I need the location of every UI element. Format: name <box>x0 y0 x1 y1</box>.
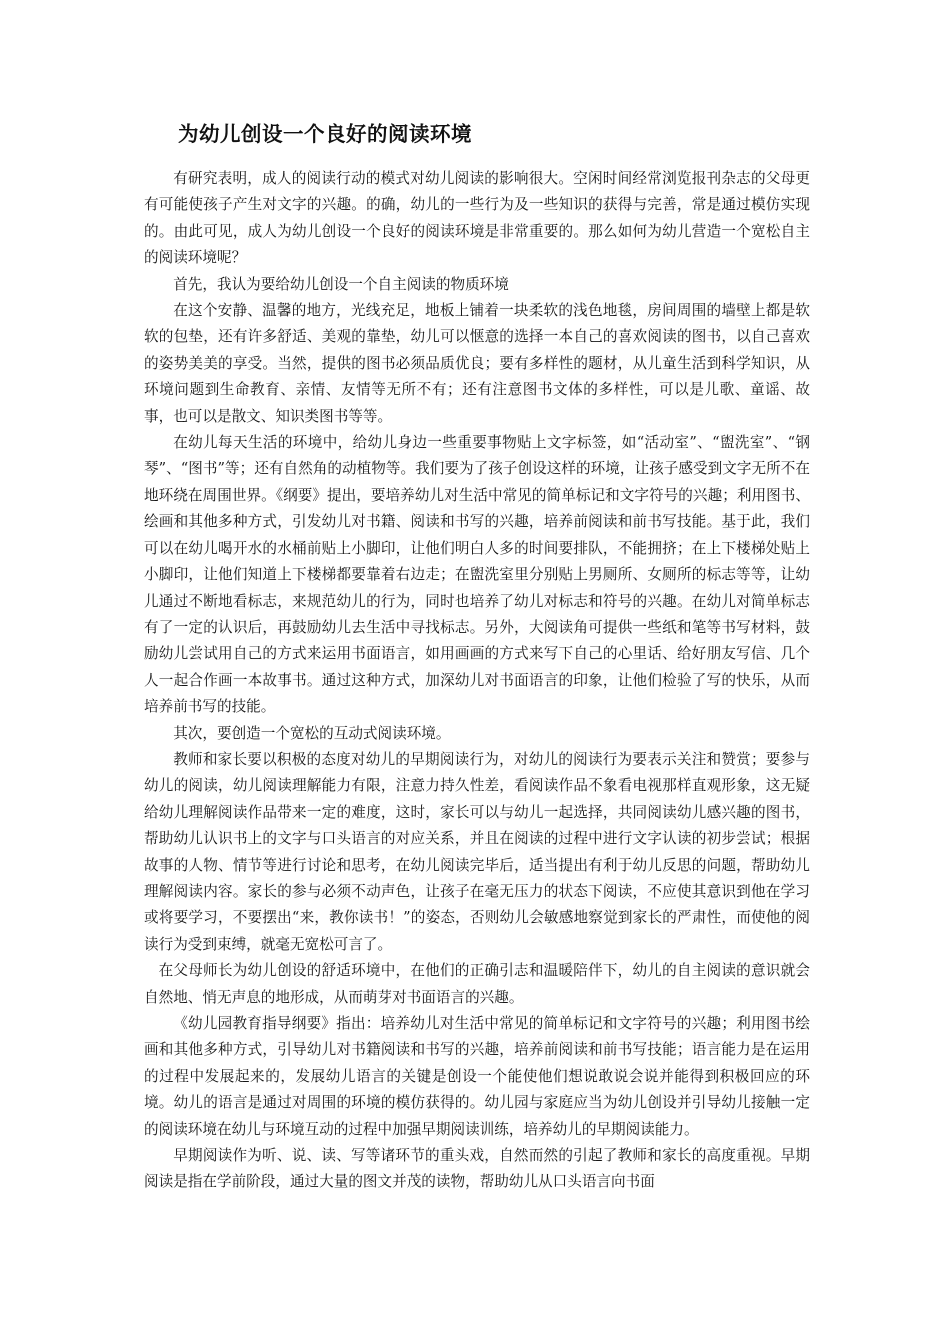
paragraph-early-reading: 早期阅读作为听、说、读、写等诸环节的重头戏，自然而然的引起了教师和家长的高度重视。早期阅读是指在学前阶段，通过大量的图文并茂的读物，帮助幼儿从口头语言向书面 <box>144 1147 810 1191</box>
paragraph-guideline-quote: 《幼儿园教育指导纲要》指出：培养幼儿对生活中常见的简单标记和文字符号的兴趣；利用图书绘画和其他多种方式，引导幼儿对书籍阅读和书写的兴趣，培养前阅读和前书写技能；语言能力是在运用的过程中发展起来的，发展幼儿语言的关键是创设一个能使他们想说敢说会说并能得到积极回应的环境。幼儿的语言是通过对周围的环境的模仿获得的。幼儿园与家庭应当为幼儿创设并引导幼儿接触一定的阅读环境在幼儿与环境互动的过程中加强早期阅读训练，培养幼儿的早期阅读能力。 <box>144 1015 810 1138</box>
document-body <box>144 166 810 1196</box>
paragraph-text-labels: 在幼儿每天生活的环境中，给幼儿身边一些重要事物贴上文字标签，如“活动室”、“盥洗室”、“钢琴”、“图书”等；还有自然角的动植物等。我们要为了孩子创设这样的环境，让孩子感受到文字无所不在地环绕在周围世界。《纲要》提出，要培养幼儿对生活中常见的简单标记和文字符号的兴趣；利用图书、绘画和其他多种方式，引发幼儿对书籍、阅读和书写的兴趣，培养前阅读和前书写技能。基于此，我们可以在幼儿喝开水的水桶前贴上小脚印，让他们明白人多的时间要排队，不能拥挤；在上下楼梯处贴上小脚印，让他们知道上下楼梯都要靠着右边走；在盥洗室里分别贴上男厕所、女厕所的标志等等，让幼儿通过不断地看标志，来规范幼儿的行为，同时也培养了幼儿对标志和符号的兴趣。在幼儿对简单标志有了一定的认识后，再鼓励幼儿去生活中寻找标志。另外，大阅读角可提供一些纸和笔等书写材料，鼓励幼儿尝试用自己的方式来运用书面语言，如用画画的方式来写下自己的心里话、给好朋友写信、几个人一起合作画一本故事书。通过这种方式，加深幼儿对书面语言的印象，让他们检验了写的快乐，从而培养前书写的技能。 <box>144 434 810 716</box>
paragraph-second-point: 其次，要创造一个宽松的互动式阅读环境。 <box>173 724 451 742</box>
paragraph-first-point: 首先，我认为要给幼儿创设一个自主阅读的物质环境 <box>173 275 509 293</box>
paragraph-summary: 在父母师长为幼儿创设的舒适环境中，在他们的正确引志和温暖陪伴下，幼儿的自主阅读的意识就会自然地、悄无声息的地形成，从而萌芽对书面语言的兴趣。 <box>144 962 810 1006</box>
paragraph-interactive-reading: 教师和家长要以积极的态度对幼儿的早期阅读行为，对幼儿的阅读行为要表示关注和赞赏；要参与幼儿的阅读，幼儿阅读理解能力有限，注意力持久性差，看阅读作品不象看电视那样直观形象，这无疑给幼儿理解阅读作品带来一定的难度，这时，家长可以与幼儿一起选择，共同阅读幼儿感兴趣的图书，帮助幼儿认识书上的文字与口头语言的对应关系，并且在阅读的过程中进行文字认读的初步尝试；根据故事的人物、情节等进行讨论和思考，在幼儿阅读完毕后，适当提出有利于幼儿反思的问题，帮助幼儿理解阅读内容。家长的参与必须不动声色，让孩子在毫无压力的状态下阅读，不应使其意识到他在学习或将要学习，不要摆出“来，教你读书！”的姿态，否则幼儿会敏感地察觉到家长的严肃性，而使他的阅读行为受到束缚，就毫无宽松可言了。 <box>144 750 810 953</box>
paragraph-intro: 有研究表明，成人的阅读行动的模式对幼儿阅读的影响很大。空闲时间经常浏览报刊杂志的父母更有可能使孩子产生对文字的兴趣。的确，幼儿的一些行为及一些知识的获得与完善，常是通过模仿实现的。由此可见，成人为幼儿创设一个良好的阅读环境是非常重要的。那么如何为幼儿营造一个宽松自主的阅读环境呢？ <box>144 170 810 267</box>
paragraph-physical-environment: 在这个安静、温馨的地方，光线充足，地板上铺着一块柔软的浅色地毯，房间周围的墙壁上都是软软的包垫，还有许多舒适、美观的靠垫，幼儿可以惬意的选择一本自己的喜欢阅读的图书，以自己喜欢的姿势美美的享受。当然，提供的图书必须品质优良；要有多样性的题材，从儿童生活到科学知识，从环境问题到生命教育、亲情、友情等无所不有；还有注意图书文体的多样性，可以是儿歌、童谣、故事，也可以是散文、知识类图书等等。 <box>144 302 810 425</box>
document-title: 为幼儿创设一个良好的阅读环境 <box>178 122 472 146</box>
